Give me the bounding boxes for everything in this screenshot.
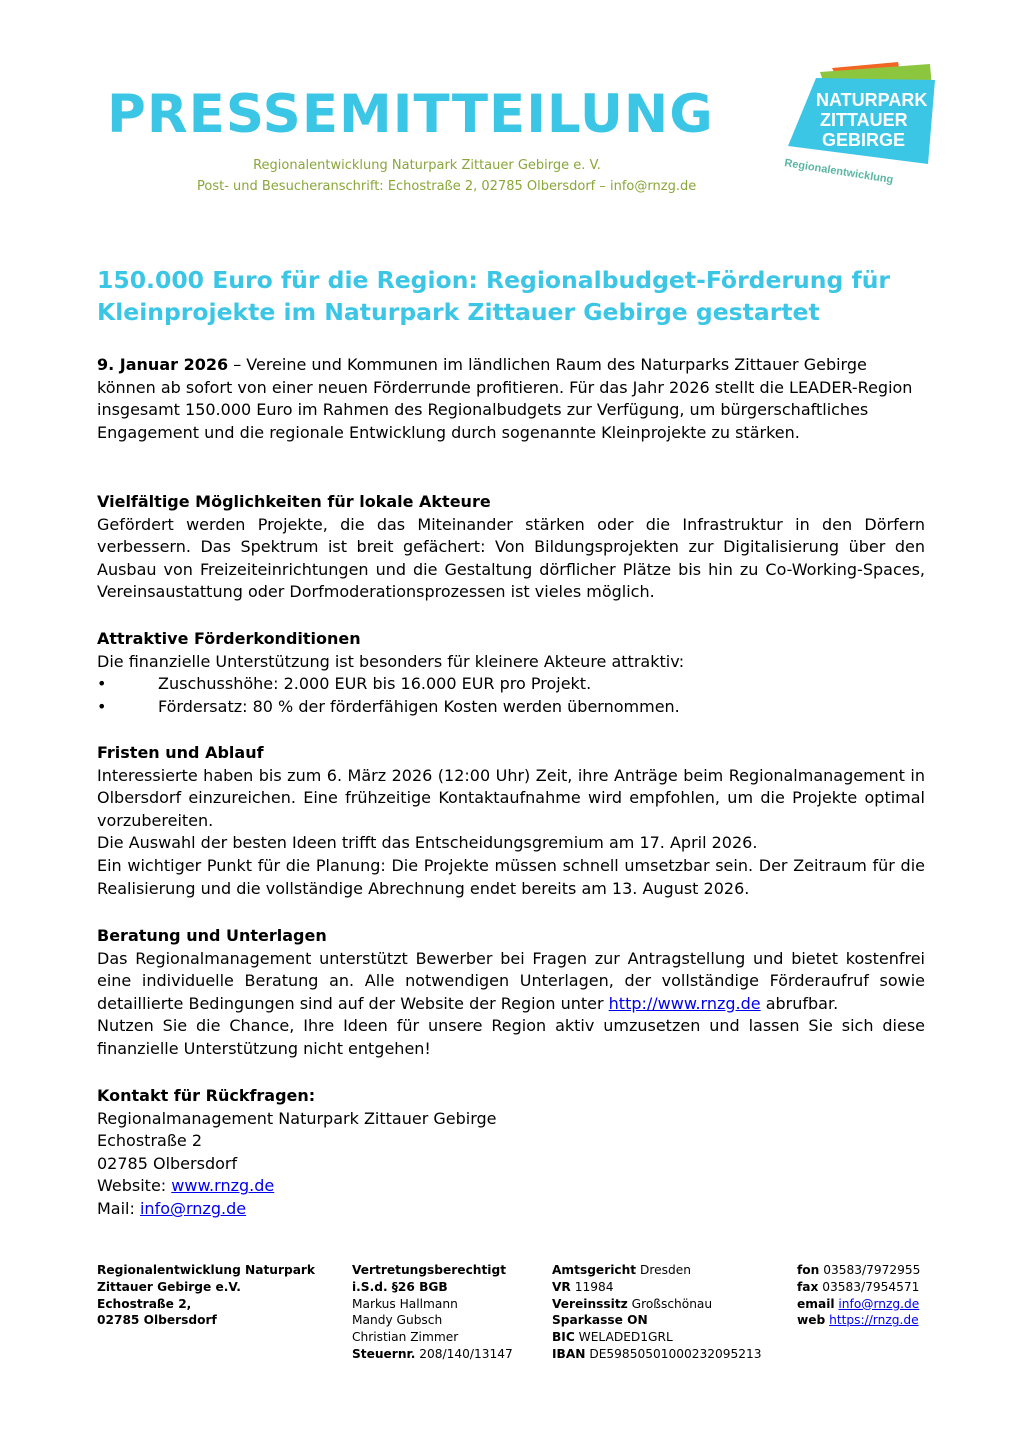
logo-text-2: ZITTAUER: [820, 110, 908, 130]
intro-paragraph: [97, 354, 925, 444]
list-item: • Zuschusshöhe: 2.000 EUR bis 16.000 EUR pro Projekt.: [97, 673, 925, 696]
headline-line-2: Kleinprojekte im Naturpark Zittauer Gebirge gestartet: [97, 298, 820, 326]
contact-block: [97, 1085, 925, 1221]
bullet: •: [97, 674, 107, 694]
bullet: •: [97, 696, 107, 716]
selection-paragraph: Die Auswahl der besten Ideen trifft das Entscheidungsgremium am 17. April 2026.: [97, 833, 758, 853]
footer-email-link[interactable]: info@rnzg.de: [838, 1296, 920, 1311]
footer-contact: fon 03583/7972955 fax 03583/7954571 email info@rnzg.de web https://rnzg.de: [797, 1263, 921, 1328]
contact-city: 02785 Olbersdorf: [97, 1153, 238, 1173]
contact-name: Regionalmanagement Naturpark Zittauer Gebirge: [97, 1108, 497, 1128]
conditions-list: [97, 673, 925, 718]
page-title: PRESSEMITTEILUNG: [107, 84, 714, 145]
section-intro: Die finanzielle Unterstützung ist besonders für kleinere Akteure attraktiv:: [97, 651, 685, 671]
contact-mail-row: Mail: info@rnzg.de: [97, 1198, 247, 1218]
section-heading: Vielfältige Möglichkeiten für lokale Akteure: [97, 492, 491, 511]
list-item: • Fördersatz: 80 % der förderfähigen Kosten werden übernommen.: [97, 696, 925, 719]
footer-web-link[interactable]: https://rnzg.de: [829, 1313, 919, 1328]
headline-line-1: 150.000 Euro für die Region: Regionalbudget-Förderung für: [97, 266, 891, 294]
advice-paragraph: Das Regionalmanagement unterstützt Bewerber bei Fragen zur Antragstellung und bietet kostenfrei eine individuelle Beratung an. Alle notwendigen Unterlagen, der vollständige Förderaufruf sowie detaillierte Bedingungen sind auf der Website der Region unter http://www.rnzg.de abrufbar.: [97, 948, 925, 1013]
planning-paragraph: Ein wichtiger Punkt für die Planung: Die Projekte müssen schnell umsetzbar sein. Der Zeitraum für die Realisierung und die vollständige Abrechnung endet bereits am 13. August 2026.: [97, 855, 925, 898]
headline: [97, 264, 937, 328]
intro-text: – Vereine und Kommunen im ländlichen Raum des Naturparks Zittauer Gebirge können ab sofort von einer neuen Förderrunde profitieren. Für das Jahr 2026 stellt die LEADER-Region insgesamt 150.000 Euro im Rahmen des Regionalbudgets zur Verfügung, um bürgerschaftliches Engagement und die regionale Entwicklung durch sogenannte Kleinprojekte zu stärken.: [97, 355, 913, 442]
footer-org: Regionalentwicklung Naturpark Zittauer Gebirge e.V. Echostraße 2, 02785 Olbersdorf: [97, 1263, 316, 1328]
logo-subtitle: Regionalentwicklung: [783, 157, 895, 187]
contact-website-link[interactable]: www.rnzg.de: [171, 1176, 275, 1196]
section-advice: [97, 925, 925, 1061]
deadline-paragraph: Interessierte haben bis zum 6. März 2026 (12:00 Uhr) Zeit, ihre Anträge beim Regionalmanagement in Olbersdorf einzureichen. Eine frühzeitige Kontaktaufnahme wird empfohlen, um die Projekte optimal vorzubereiten.: [97, 765, 925, 830]
closing-paragraph: Nutzen Sie die Chance, Ihre Ideen für unsere Region aktiv umzusetzen und lassen Sie sich diese finanzielle Unterstützung nicht entgehen!: [97, 1016, 925, 1058]
section-heading: Fristen und Ablauf: [97, 743, 264, 762]
logo-text-1: NATURPARK: [816, 90, 928, 110]
website-link[interactable]: http://www.rnzg.de: [608, 993, 761, 1013]
section-deadlines: [97, 742, 925, 900]
contact-website-row: Website: www.rnzg.de: [97, 1176, 275, 1196]
org-address: Post- und Besucheranschrift: Echostraße 2, 02785 Olbersdorf – info@rnzg.de: [197, 179, 697, 194]
naturpark-logo: [780, 58, 940, 198]
logo-text-3: GEBIRGE: [822, 130, 906, 150]
section-heading: Beratung und Unterlagen: [97, 926, 327, 945]
org-name: Regionalentwicklung Naturpark Zittauer Gebirge e. V.: [253, 158, 601, 173]
section-conditions: [97, 628, 925, 718]
section-heading: Attraktive Förderkonditionen: [97, 629, 361, 648]
footer-registry-bank: Amtsgericht Dresden VR 11984 Vereinssitz Großschönau Sparkasse ON BIC WELADED1GRL IBAN DE59850501000232095213: [552, 1263, 762, 1361]
footer-representatives: Vertretungsberechtigt i.S.d. §26 BGB Markus Hallmann Mandy Gubsch Christian Zimmer Steuernr. 208/140/13147: [352, 1263, 513, 1361]
contact-street: Echostraße 2: [97, 1131, 203, 1151]
section-possibilities: [97, 491, 925, 604]
intro-date: 9. Januar 2026: [97, 355, 229, 374]
section-text: Gefördert werden Projekte, die das Miteinander stärken oder die Infrastruktur in den Dörfern verbessern. Das Spektrum ist breit gefächert: Von Bildungsprojekten zur Digitalisierung über den Ausbau von Freizeiteinrichtungen und die Gestaltung dörflicher Plätze bis hin zu Co-Working-Spaces, Vereinsaustattung oder Dorfmoderationsprozessen ist vieles möglich.: [97, 514, 925, 602]
contact-heading: Kontakt für Rückfragen:: [97, 1086, 316, 1105]
contact-mail-link[interactable]: info@rnzg.de: [139, 1198, 247, 1218]
